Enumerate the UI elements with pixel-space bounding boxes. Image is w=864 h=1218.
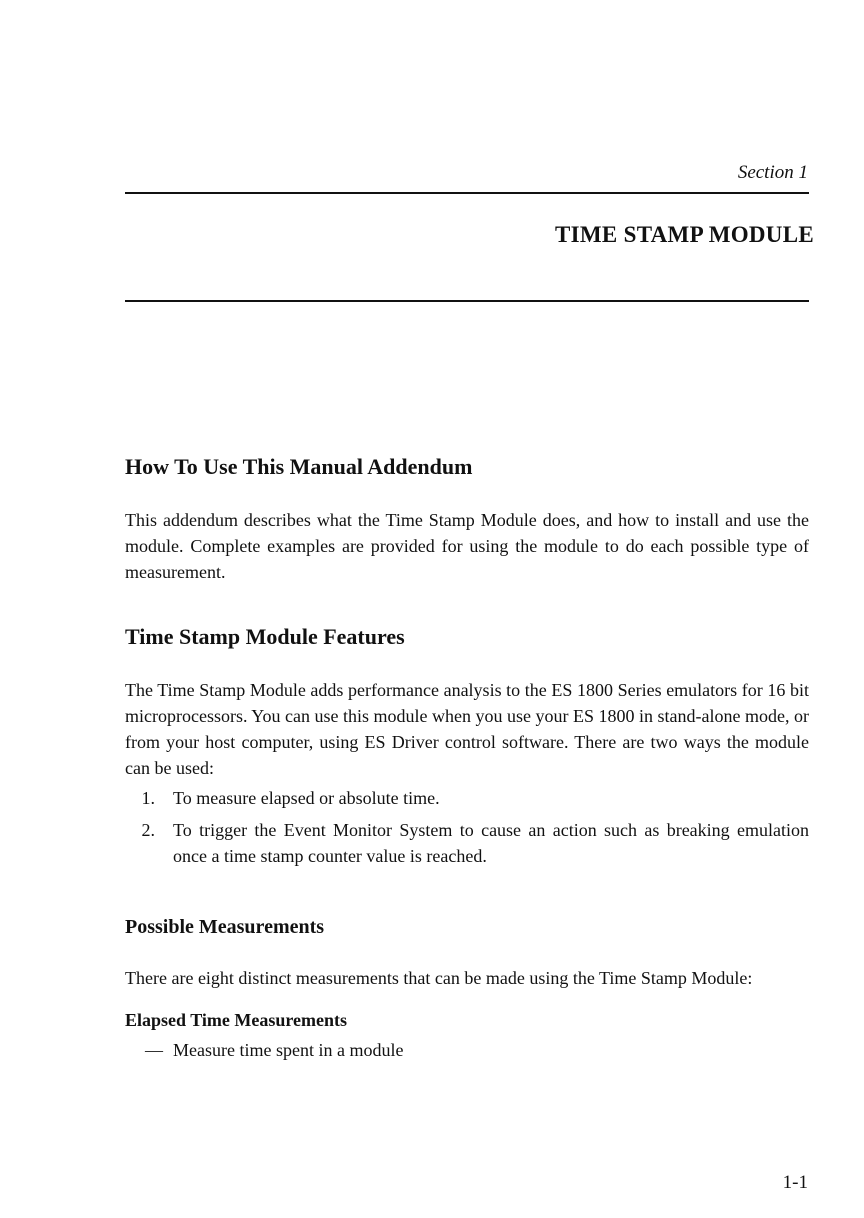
section-label: Section 1 — [737, 162, 808, 183]
paragraph-possible-measurements: There are eight distinct measurements that can be made using the Time Stamp Module: — [125, 968, 753, 988]
page-body — [125, 452, 809, 1063]
dash-bullet: — — [145, 1040, 163, 1060]
top-rule — [125, 192, 809, 194]
chapter-title: TIME STAMP MODULE — [555, 222, 814, 247]
list-item — [125, 1037, 809, 1063]
usage-list — [125, 785, 809, 869]
list-item-text: To trigger the Event Monitor System to cause an action such as breaking emulation once a time stamp counter value is reached. — [173, 820, 809, 866]
paragraph-features: The Time Stamp Module adds performance analysis to the ES 1800 Series emulators for 16 bit microprocessors. You can use this module when you use your ES 1800 in stand-alone mode, or from your host computer, using ES Driver control software. There are two ways the module can be used: — [125, 680, 809, 778]
list-item-number: 2. — [141, 820, 155, 840]
heading-possible-measurements: Possible Measurements — [125, 916, 325, 938]
list-item — [125, 817, 809, 869]
list-item-text: To measure elapsed or absolute time. — [173, 788, 440, 808]
paragraph-how-to-use: This addendum describes what the Time Stamp Module does, and how to install and use the module. Complete examples are provided for using the module to do each possible type of measurement. — [125, 510, 809, 582]
heading-elapsed-time: Elapsed Time Measurements — [125, 1010, 348, 1030]
heading-features: Time Stamp Module Features — [125, 624, 405, 649]
list-item-number: 1. — [141, 788, 155, 808]
bottom-rule — [125, 300, 809, 302]
list-item — [125, 785, 809, 811]
list-item-text: Measure time spent in a module — [173, 1040, 404, 1060]
page-number: 1-1 — [782, 1172, 808, 1193]
heading-how-to-use: How To Use This Manual Addendum — [125, 454, 473, 479]
